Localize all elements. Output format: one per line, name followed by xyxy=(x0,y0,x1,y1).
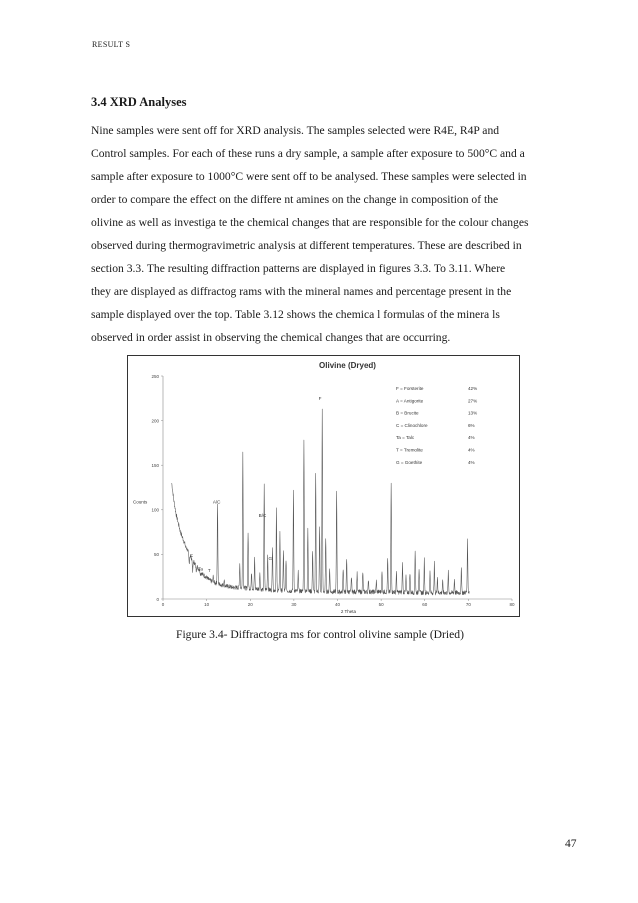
peak-label: B/C xyxy=(258,512,267,518)
y-tick-label: 50 xyxy=(153,552,159,558)
legend-entry-label: G = Goethite xyxy=(396,459,423,465)
y-tick-label: 250 xyxy=(151,373,159,379)
legend-entry-label: F = Forsterite xyxy=(396,386,424,391)
paragraph-line: observed during thermogravimetric analysis at different temperatures. These are described in xyxy=(91,239,522,252)
x-tick-label: 50 xyxy=(378,602,384,607)
x-tick-label: 20 xyxy=(247,602,253,607)
paragraph-line: sample after exposure to 1000°C were sent off to be analysed. These samples were selected in xyxy=(91,170,527,183)
legend-entry-value: 4% xyxy=(468,459,475,465)
legend-entry-label: A = Antigorite xyxy=(396,398,424,404)
diffractogram-chart xyxy=(128,356,521,618)
x-tick-label: 40 xyxy=(334,602,341,607)
legend-entry-value: 4% xyxy=(468,447,475,453)
peak-label: A/C xyxy=(212,499,221,505)
peak-label: C xyxy=(189,553,194,559)
legend-entry-label: B = Brucite xyxy=(396,410,419,416)
legend-entry-label: Ta = Talc xyxy=(396,435,415,441)
x-tick-label: 0 xyxy=(161,602,165,607)
paragraph-line: Nine samples were sent off for XRD analysis. The samples selected were R4E, R4P and xyxy=(91,124,500,137)
legend-entry-label: C = Clinochlore xyxy=(396,422,428,428)
peak-label: G xyxy=(268,555,273,561)
chart-title: Olivine (Dryed) xyxy=(319,361,376,370)
peak-label: F xyxy=(318,396,322,402)
legend-entry-value: 42% xyxy=(468,386,478,391)
x-tick-label: 80 xyxy=(509,602,515,607)
x-tick-label: 70 xyxy=(465,602,471,607)
y-tick-label: 0 xyxy=(156,596,159,602)
figure-caption: Figure 3.4- Diffractogra ms for control olivine sample (Dried) xyxy=(176,628,464,641)
paragraph-line: olivine as well as investiga te the chemical changes that are responsible for the colour changes xyxy=(91,216,529,229)
x-tick-label: 10 xyxy=(204,602,210,607)
x-axis-label: 2 Theta xyxy=(340,609,356,614)
legend-entry-value: 13% xyxy=(468,410,478,416)
paragraph-line: section 3.3. The resulting diffraction patterns are displayed in figures 3.3. To 3.11. Where xyxy=(91,262,506,275)
legend-entry-value: 27% xyxy=(468,398,478,404)
legend-entry-label: T = Tremolite xyxy=(396,447,423,453)
x-tick-label: 30 xyxy=(291,602,297,607)
y-tick-label: 150 xyxy=(151,463,159,468)
section-title: 3.4 XRD Analyses xyxy=(91,95,187,109)
y-tick-label: 100 xyxy=(151,507,159,513)
page-number: 47 xyxy=(565,838,577,850)
x-tick-label: 60 xyxy=(422,602,428,607)
peak-label: Ta xyxy=(198,566,203,572)
peak-label: T xyxy=(207,568,211,574)
paragraph-line: order to compare the effect on the differe nt amines on the change in composition of the xyxy=(91,193,499,206)
paragraph-line: sample displayed over the top. Table 3.12 shows the chemica l formulas of the minera ls xyxy=(91,308,500,321)
paragraph-line: Control samples. For each of these runs a dry sample, a sample after exposure to 500°C and a xyxy=(91,147,525,160)
paragraph-line: they are displayed as diffractog rams with the mineral names and percentage present in the xyxy=(91,285,512,298)
y-axis-label: Counts xyxy=(133,499,148,505)
legend-entry-value: 6% xyxy=(468,422,475,428)
running-head: RESULT S xyxy=(92,40,131,49)
paragraph-line: observed in order assist in observing the chemical changes that are occurring. xyxy=(91,331,451,344)
body-paragraph xyxy=(91,119,551,349)
figure-frame xyxy=(127,355,520,617)
legend-entry-value: 4% xyxy=(468,435,475,441)
y-tick-label: 200 xyxy=(151,418,159,424)
